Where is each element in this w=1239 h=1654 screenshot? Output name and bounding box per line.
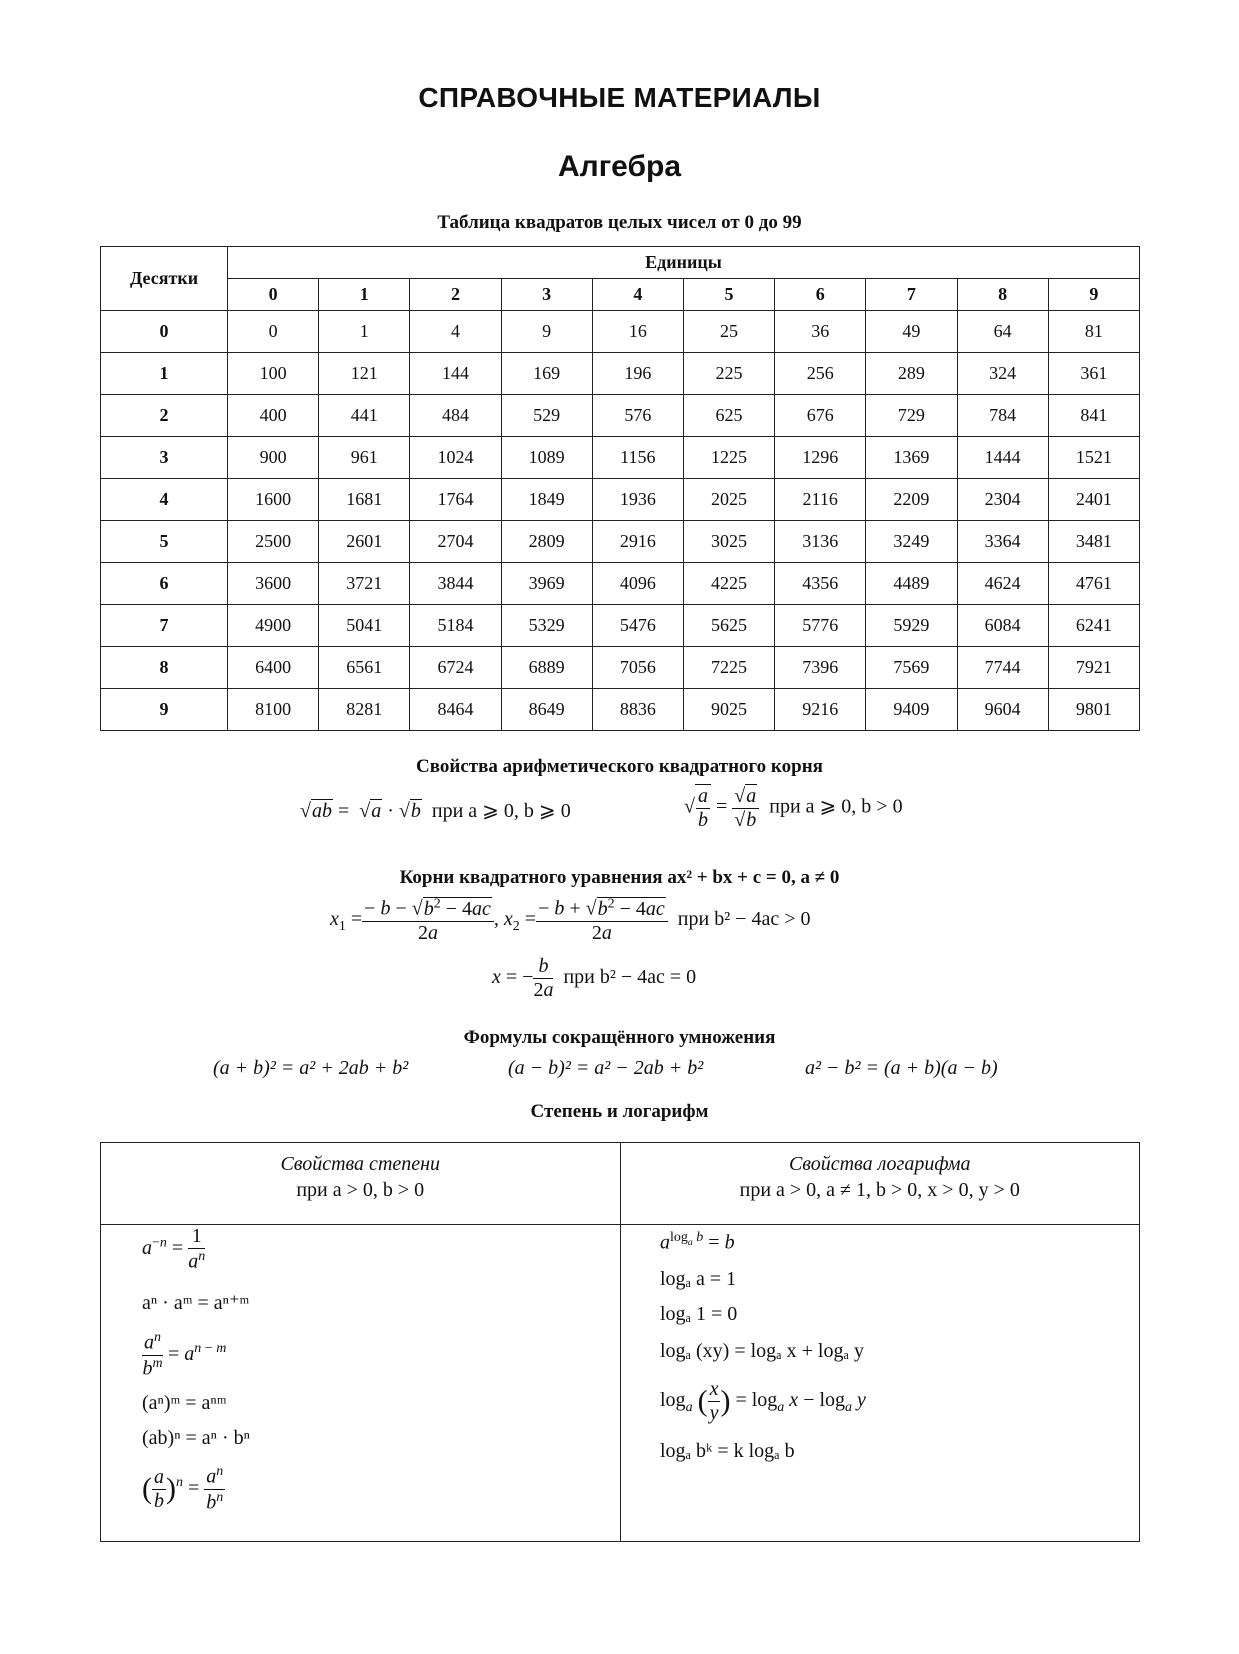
square-value-cell: 8464 — [410, 689, 501, 731]
square-value-cell: 1296 — [775, 437, 866, 479]
tens-header: Десятки — [101, 247, 228, 311]
square-value-cell: 4225 — [683, 563, 774, 605]
sqrt-quotient-condition: при a ⩾ 0, b > 0 — [769, 795, 903, 818]
square-value-cell: 9801 — [1048, 689, 1139, 731]
short-mult-title: Формулы сокращённого умножения — [463, 1027, 776, 1048]
square-of-sum-formula: (a + b)² = a² + 2ab + b² — [213, 1057, 409, 1079]
square-value-cell: 2704 — [410, 521, 501, 563]
square-value-cell: 576 — [592, 395, 683, 437]
square-value-cell: 7921 — [1048, 647, 1139, 689]
square-of-difference-formula: (a − b)² = a² − 2ab + b² — [508, 1057, 704, 1079]
square-value-cell: 8836 — [592, 689, 683, 731]
square-value-cell: 16 — [592, 311, 683, 353]
square-value-cell: 1521 — [1048, 437, 1139, 479]
square-value-cell: 1 — [319, 311, 410, 353]
square-value-cell: 9604 — [957, 689, 1048, 731]
unit-header-cell: 7 — [866, 279, 957, 311]
square-value-cell: 6400 — [228, 647, 319, 689]
difference-of-squares-formula: a² − b² = (a + b)(a − b) — [805, 1057, 998, 1079]
tens-cell: 9 — [101, 689, 228, 731]
square-value-cell: 4761 — [1048, 563, 1139, 605]
square-value-cell: 324 — [957, 353, 1048, 395]
square-value-cell: 841 — [1048, 395, 1139, 437]
square-value-cell: 7744 — [957, 647, 1048, 689]
square-value-cell: 2025 — [683, 479, 774, 521]
square-value-cell: 289 — [866, 353, 957, 395]
unit-header-cell: 6 — [775, 279, 866, 311]
square-value-cell: 4 — [410, 311, 501, 353]
log-one-formula: logₐ 1 = 0 — [660, 1303, 738, 1325]
unit-header-cell: 4 — [592, 279, 683, 311]
table-row — [101, 563, 1140, 605]
tens-cell: 5 — [101, 521, 228, 563]
power-header: Свойства степени — [280, 1153, 441, 1175]
quadratic-single-root-formula: x = − $\frac{b}{2a}$ при b² − 4ac = 0 — [492, 955, 697, 1001]
square-value-cell: 9409 — [866, 689, 957, 731]
squares-table-body — [101, 311, 1140, 731]
table-row — [101, 395, 1140, 437]
square-value-cell: 2209 — [866, 479, 957, 521]
square-value-cell: 361 — [1048, 353, 1139, 395]
square-value-cell: 441 — [319, 395, 410, 437]
square-value-cell: 9025 — [683, 689, 774, 731]
square-value-cell: 6084 — [957, 605, 1048, 647]
table-row — [101, 479, 1140, 521]
square-value-cell: 2401 — [1048, 479, 1139, 521]
square-value-cell: 36 — [775, 311, 866, 353]
square-value-cell: 2601 — [319, 521, 410, 563]
unit-header-cell: 1 — [319, 279, 410, 311]
square-value-cell: 529 — [501, 395, 592, 437]
square-value-cell: 196 — [592, 353, 683, 395]
power-log-title: Степень и логарифм — [530, 1101, 709, 1122]
square-value-cell: 4356 — [775, 563, 866, 605]
square-value-cell: 3136 — [775, 521, 866, 563]
log-condition: при a > 0, a ≠ 1, b > 0, x > 0, y > 0 — [739, 1179, 1020, 1201]
tens-cell: 6 — [101, 563, 228, 605]
square-value-cell: 64 — [957, 311, 1048, 353]
square-value-cell: 169 — [501, 353, 592, 395]
square-value-cell: 5476 — [592, 605, 683, 647]
square-value-cell: 3364 — [957, 521, 1048, 563]
square-value-cell: 5329 — [501, 605, 592, 647]
power-of-power-formula: (aⁿ)ᵐ = aⁿᵐ — [142, 1392, 227, 1414]
sqrt-quotient-formula: √ $\frac{a}{b}$ = $\frac{√a}{√b}$ при a ⩾ 0, b > 0 — [684, 784, 903, 831]
square-value-cell: 3721 — [319, 563, 410, 605]
square-value-cell: 2304 — [957, 479, 1048, 521]
square-value-cell: 1764 — [410, 479, 501, 521]
square-value-cell: 4900 — [228, 605, 319, 647]
square-value-cell: 25 — [683, 311, 774, 353]
square-value-cell: 1156 — [592, 437, 683, 479]
table-row — [101, 311, 1140, 353]
square-value-cell: 1600 — [228, 479, 319, 521]
square-value-cell: 961 — [319, 437, 410, 479]
square-value-cell: 400 — [228, 395, 319, 437]
power-product-formula: aⁿ · aᵐ = aⁿ⁺ᵐ — [142, 1292, 250, 1314]
sqrt-product-condition: при a ⩾ 0, b ⩾ 0 — [431, 800, 571, 822]
tens-cell: 3 — [101, 437, 228, 479]
unit-header-cell: 3 — [501, 279, 592, 311]
square-value-cell: 8649 — [501, 689, 592, 731]
square-value-cell: 100 — [228, 353, 319, 395]
square-value-cell: 1089 — [501, 437, 592, 479]
power-quotient-formula: $\frac{a^n}{b^m}$ = $a^{n - m}$ — [142, 1330, 227, 1380]
square-value-cell: 49 — [866, 311, 957, 353]
square-value-cell: 1681 — [319, 479, 410, 521]
square-value-cell: 5184 — [410, 605, 501, 647]
quadratic-roots-formula: $x_1$ = $\frac{- b - √b^2 - 4ac}{2a}$ , $x_2$ = $\frac{- b + √b^2 - 4ac}{2a}$ при b² − 4ac > 0 — [330, 896, 811, 944]
sqrt-product-formula: √ab = √a · √b при a ⩾ 0, b ⩾ 0 — [300, 800, 571, 822]
square-value-cell: 2116 — [775, 479, 866, 521]
table-row — [101, 605, 1140, 647]
square-value-cell: 484 — [410, 395, 501, 437]
unit-header-cell: 2 — [410, 279, 501, 311]
square-value-cell: 7569 — [866, 647, 957, 689]
square-value-cell: 81 — [1048, 311, 1139, 353]
square-value-cell: 784 — [957, 395, 1048, 437]
page-title: СПРАВОЧНЫЕ МАТЕРИАЛЫ — [418, 82, 821, 113]
units-row — [101, 279, 1140, 311]
square-value-cell: 4096 — [592, 563, 683, 605]
square-value-cell: 3600 — [228, 563, 319, 605]
square-value-cell: 5776 — [775, 605, 866, 647]
square-value-cell: 6561 — [319, 647, 410, 689]
log-quotient-formula: $\log_a$ ( $\frac{x}{y}$ ) = $\log_a x - \log_a y$ — [660, 1378, 866, 1424]
unit-header-cell: 0 — [228, 279, 319, 311]
log-identity-formula: $a^{log_a b} = b$ — [660, 1230, 735, 1254]
square-value-cell: 7396 — [775, 647, 866, 689]
tens-cell: 7 — [101, 605, 228, 647]
table-row — [101, 647, 1140, 689]
squares-table-caption: Таблица квадратов целых чисел от 0 до 99 — [437, 212, 802, 233]
table-row — [101, 689, 1140, 731]
table-row — [101, 353, 1140, 395]
power-log-table — [100, 1142, 1140, 1542]
square-value-cell: 1225 — [683, 437, 774, 479]
square-value-cell: 729 — [866, 395, 957, 437]
unit-header-cell: 5 — [683, 279, 774, 311]
units-header: Единицы — [228, 247, 1140, 279]
square-value-cell: 6889 — [501, 647, 592, 689]
sqrt-props-title: Свойства арифметического квадратного корня — [416, 756, 823, 777]
square-value-cell: 3025 — [683, 521, 774, 563]
square-value-cell: 4624 — [957, 563, 1048, 605]
square-value-cell: 1936 — [592, 479, 683, 521]
square-value-cell: 1024 — [410, 437, 501, 479]
tens-cell: 4 — [101, 479, 228, 521]
log-power-formula: logₐ bᵏ = k logₐ b — [660, 1440, 795, 1462]
square-value-cell: 7056 — [592, 647, 683, 689]
square-value-cell: 2809 — [501, 521, 592, 563]
square-value-cell: 0 — [228, 311, 319, 353]
quotient-power-formula: ( $\frac{a}{b}$ )$^n$ = $\frac{a^n}{b^n}$ — [142, 1464, 224, 1514]
square-value-cell: 256 — [775, 353, 866, 395]
square-value-cell: 3969 — [501, 563, 592, 605]
square-value-cell: 6241 — [1048, 605, 1139, 647]
log-base-formula: logₐ a = 1 — [660, 1268, 737, 1290]
table-row — [101, 521, 1140, 563]
square-value-cell: 8100 — [228, 689, 319, 731]
quadratic-title: Корни квадратного уравнения ax² + bx + c = 0, a ≠ 0 — [399, 867, 840, 888]
tens-cell: 1 — [101, 353, 228, 395]
square-value-cell: 8281 — [319, 689, 410, 731]
square-value-cell: 2916 — [592, 521, 683, 563]
square-value-cell: 3844 — [410, 563, 501, 605]
log-header: Свойства логарифма — [788, 1153, 971, 1175]
quadratic-two-roots-condition: при b² − 4ac > 0 — [677, 907, 811, 930]
power-header-cell — [101, 1143, 621, 1225]
square-value-cell: 6724 — [410, 647, 501, 689]
table-row — [101, 437, 1140, 479]
unit-header-cell: 8 — [957, 279, 1048, 311]
square-value-cell: 1444 — [957, 437, 1048, 479]
square-value-cell: 5929 — [866, 605, 957, 647]
square-value-cell: 5041 — [319, 605, 410, 647]
square-value-cell: 7225 — [683, 647, 774, 689]
negative-power-formula: $a^{-n}$ = $\frac{1}{a^n}$ — [142, 1225, 206, 1273]
square-value-cell: 900 — [228, 437, 319, 479]
square-value-cell: 1849 — [501, 479, 592, 521]
log-product-formula: logₐ (xy) = logₐ x + logₐ y — [660, 1340, 864, 1362]
square-value-cell: 9216 — [775, 689, 866, 731]
square-value-cell: 9 — [501, 311, 592, 353]
square-value-cell: 5625 — [683, 605, 774, 647]
square-value-cell: 4489 — [866, 563, 957, 605]
squares-table — [100, 246, 1140, 731]
square-value-cell: 1369 — [866, 437, 957, 479]
square-value-cell: 3481 — [1048, 521, 1139, 563]
power-condition: при a > 0, b > 0 — [296, 1179, 425, 1201]
product-power-formula: (ab)ⁿ = aⁿ · bⁿ — [142, 1427, 250, 1449]
quadratic-single-root-condition: при b² − 4ac = 0 — [563, 966, 697, 989]
tens-cell: 0 — [101, 311, 228, 353]
tens-cell: 8 — [101, 647, 228, 689]
square-value-cell: 2500 — [228, 521, 319, 563]
square-value-cell: 144 — [410, 353, 501, 395]
square-value-cell: 676 — [775, 395, 866, 437]
square-value-cell: 225 — [683, 353, 774, 395]
section-title-algebra: Алгебра — [557, 150, 682, 183]
square-value-cell: 121 — [319, 353, 410, 395]
log-header-cell — [620, 1143, 1140, 1225]
square-value-cell: 625 — [683, 395, 774, 437]
tens-cell: 2 — [101, 395, 228, 437]
square-value-cell: 3249 — [866, 521, 957, 563]
unit-header-cell: 9 — [1048, 279, 1139, 311]
